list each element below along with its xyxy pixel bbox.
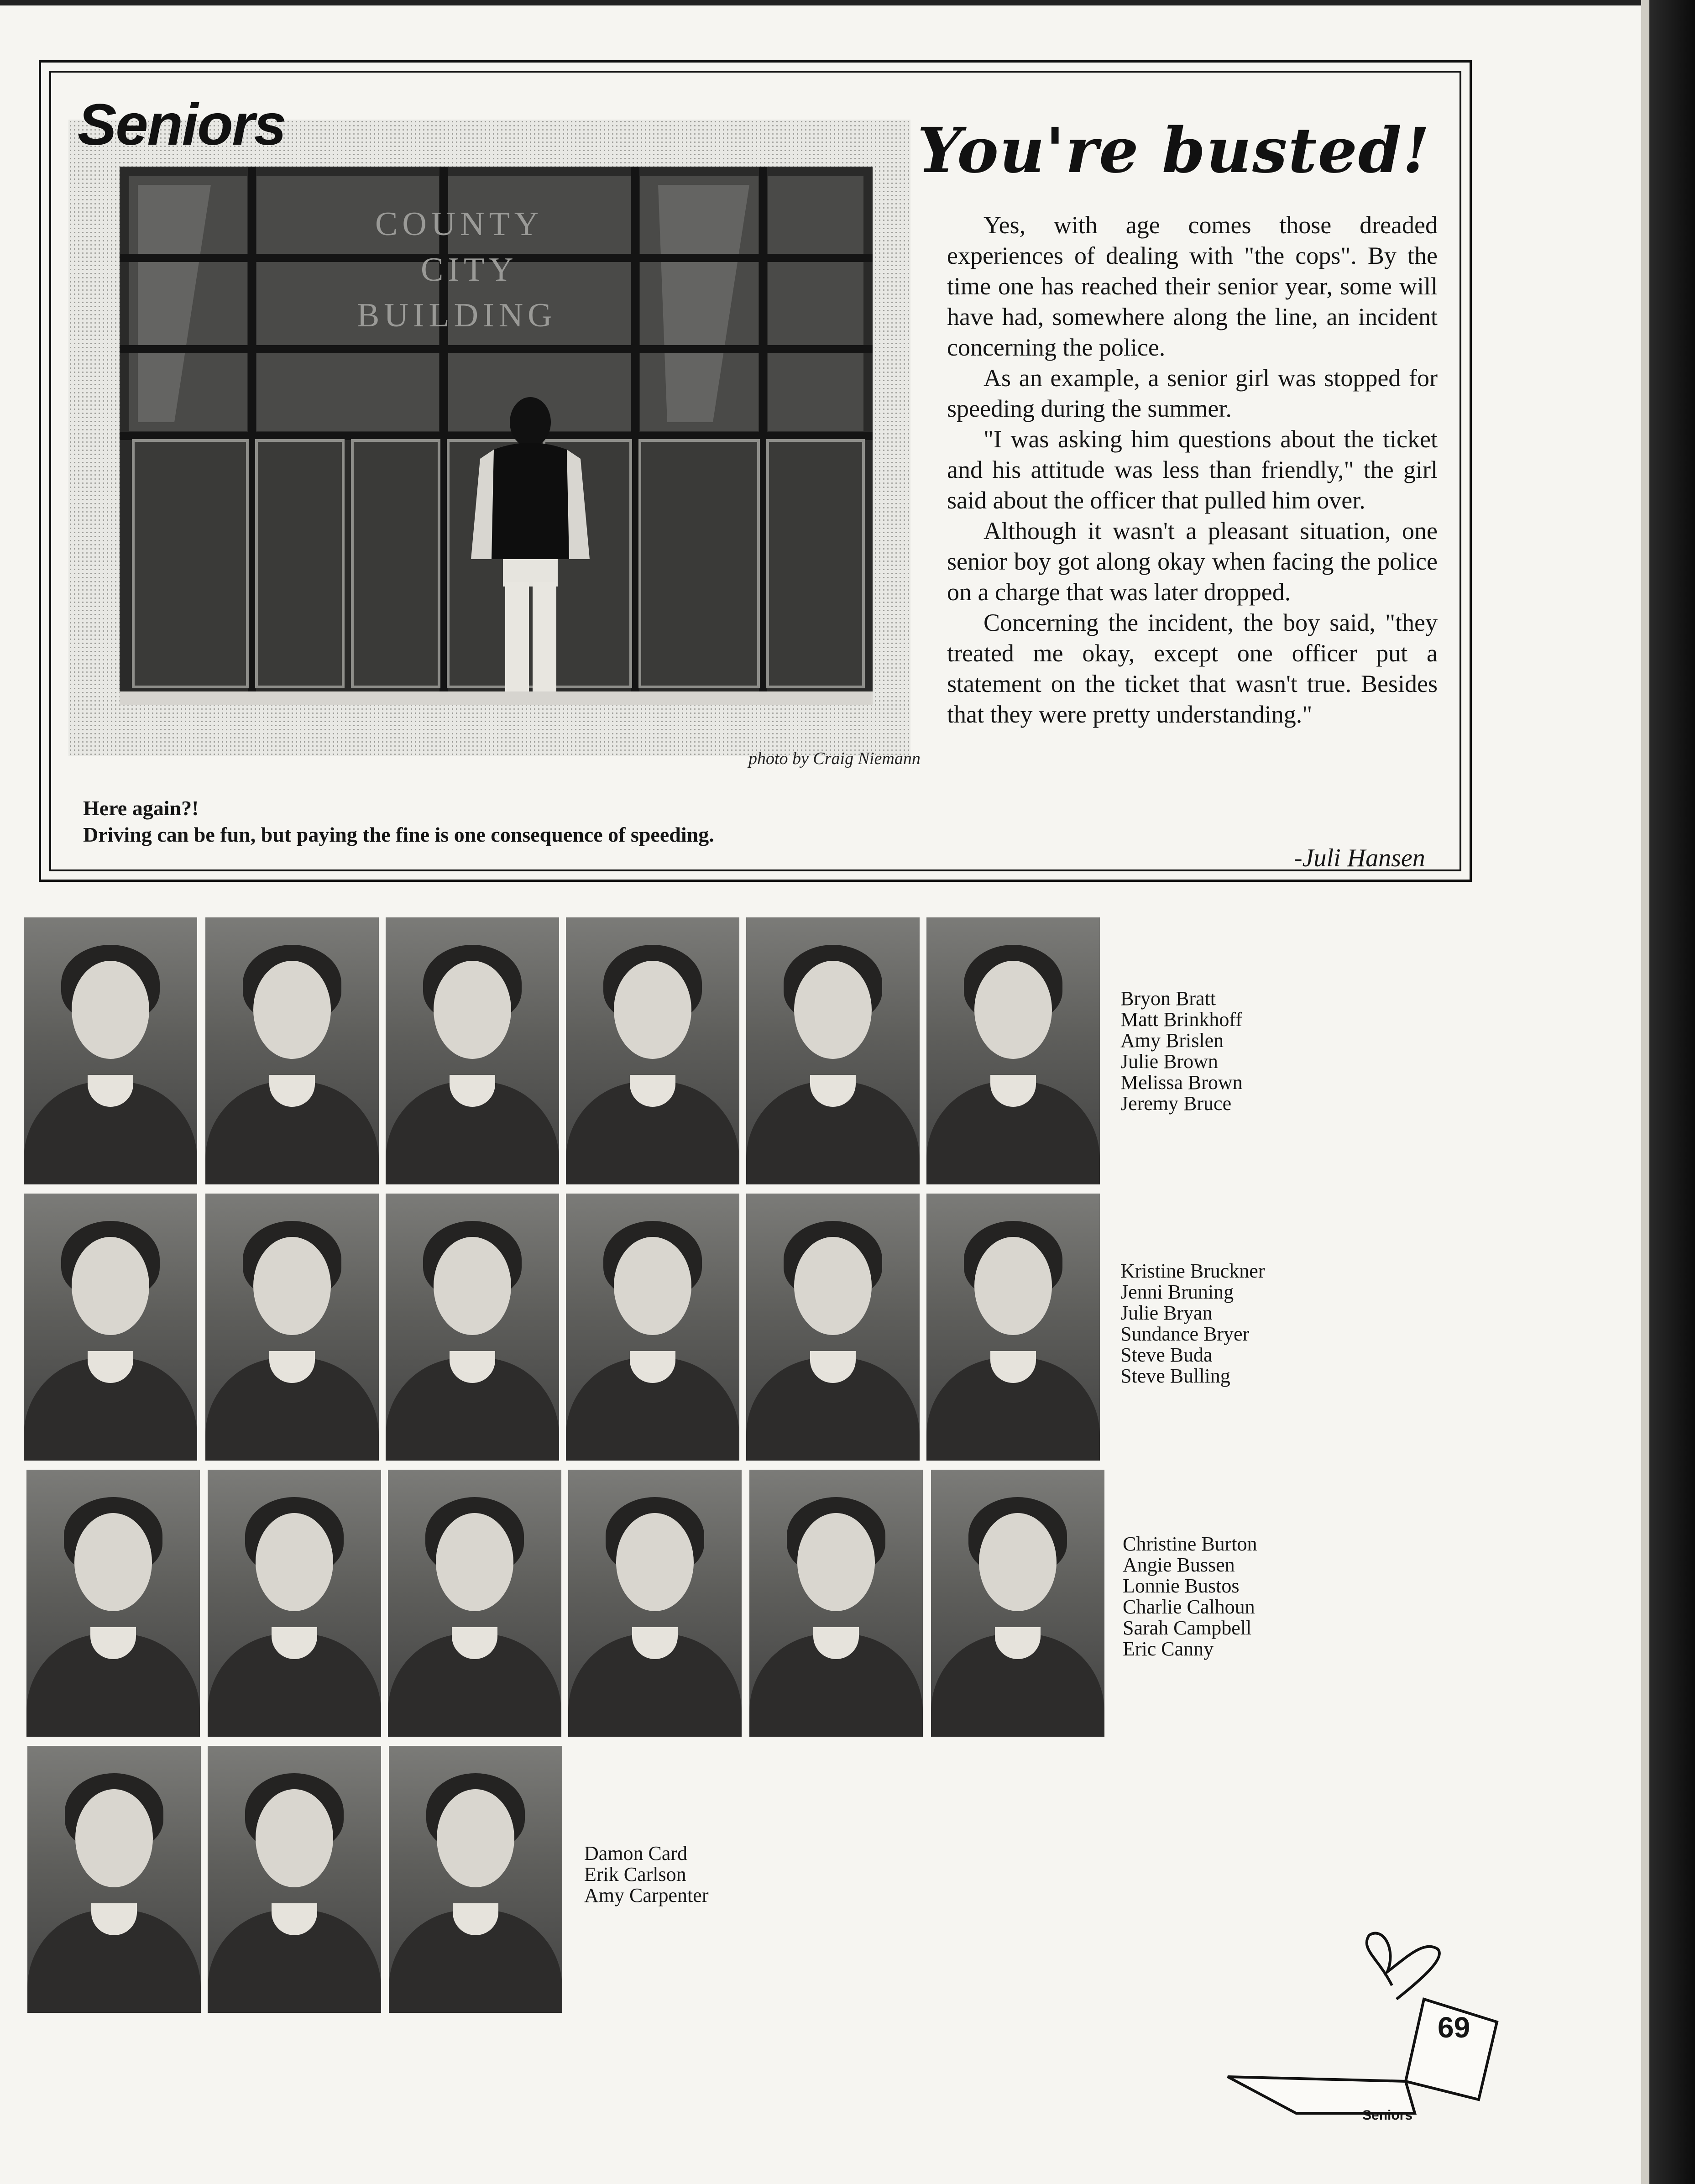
sign-line-1: COUNTY xyxy=(375,205,544,243)
portrait-photo xyxy=(386,917,559,1184)
page-number: 69 xyxy=(1438,2011,1470,2044)
portrait-photo xyxy=(568,1470,742,1737)
caption-headline: Here again?! xyxy=(83,796,199,820)
portrait-photo xyxy=(926,917,1100,1184)
student-name: Steve Buda xyxy=(1120,1344,1213,1366)
student-name: Angie Bussen xyxy=(1123,1554,1235,1576)
article-paragraph: As an example, a senior girl was stopped for speeding during the summer. xyxy=(947,364,1438,422)
portrait-photo xyxy=(26,1470,200,1737)
portrait-photo xyxy=(749,1470,923,1737)
article-headline: You're busted! xyxy=(917,114,1431,187)
student-name: Lonnie Bustos xyxy=(1123,1575,1240,1597)
name-list-row-2 xyxy=(1120,1261,1265,1387)
article-byline: -Juli Hansen xyxy=(1294,844,1425,872)
student-name: Jeremy Bruce xyxy=(1120,1092,1232,1115)
sign-line-2: CITY xyxy=(421,251,518,288)
student-name: Matt Brinkhoff xyxy=(1120,1008,1242,1031)
county-city-building-photo xyxy=(120,167,873,705)
article-paragraph: "I was asking him questions about the ticket and his attitude was less than friendly," the girl said about the officer that pulled him over. xyxy=(947,425,1438,514)
portrait-photo xyxy=(566,1194,739,1461)
student-name: Sarah Campbell xyxy=(1123,1617,1252,1639)
name-list-row-4 xyxy=(584,1843,708,1906)
section-title: Seniors xyxy=(78,92,286,157)
student-name: Kristine Bruckner xyxy=(1120,1260,1265,1282)
portrait-photo xyxy=(926,1194,1100,1461)
portrait-photo xyxy=(746,1194,920,1461)
student-name: Damon Card xyxy=(584,1842,688,1865)
student-name: Amy Carpenter xyxy=(584,1884,709,1906)
portrait-photo xyxy=(566,917,739,1184)
student-name: Erik Carlson xyxy=(584,1863,686,1885)
article-paragraph: Yes, with age comes those dreaded experiences of dealing with "the cops". By the time one has reached their senior year, some will have had, somewhere along the line, an incident concerning the police. xyxy=(947,211,1438,361)
portrait-photo xyxy=(931,1470,1104,1737)
sign-line-3: BUILDING xyxy=(357,297,557,334)
portrait-photo xyxy=(746,917,920,1184)
portrait-photo xyxy=(205,917,379,1184)
photo-credit: photo by Craig Niemann xyxy=(748,749,921,768)
article-paragraph: Concerning the incident, the boy said, "they treated me okay, except one officer put a statement on the ticket that wasn't true. Besides that they were pretty understanding." xyxy=(947,609,1438,728)
student-name: Steve Bulling xyxy=(1120,1365,1230,1387)
article-paragraph: Although it wasn't a pleasant situation, one senior boy got along okay when facing the police on a charge that was later dropped. xyxy=(947,517,1438,606)
student-name: Christine Burton xyxy=(1123,1533,1257,1555)
top-rule xyxy=(0,0,1641,5)
portrait-photo xyxy=(208,1470,381,1737)
portrait-photo xyxy=(386,1194,559,1461)
student-name: Bryon Bratt xyxy=(1120,987,1216,1010)
portrait-photo xyxy=(205,1194,379,1461)
caption-text: Driving can be fun, but paying the fine is one consequence of speeding. xyxy=(83,823,714,846)
student-name: Julie Bryan xyxy=(1120,1302,1213,1324)
portrait-photo xyxy=(27,1746,201,2013)
student-name: Charlie Calhoun xyxy=(1123,1596,1255,1618)
portrait-photo xyxy=(24,1194,197,1461)
book-binding xyxy=(1649,0,1695,2184)
name-list-row-3 xyxy=(1123,1534,1257,1660)
page-edge xyxy=(1641,0,1649,2184)
photo-caption xyxy=(83,795,714,848)
student-name: Eric Canny xyxy=(1123,1638,1214,1660)
student-name: Julie Brown xyxy=(1120,1050,1218,1073)
article-body xyxy=(947,210,1438,730)
portrait-photo xyxy=(24,917,197,1184)
student-name: Jenni Bruning xyxy=(1120,1281,1234,1303)
student-name: Sundance Bryer xyxy=(1120,1323,1250,1345)
portrait-photo xyxy=(388,1470,561,1737)
name-list-row-1 xyxy=(1120,988,1243,1114)
portrait-photo xyxy=(389,1746,562,2013)
footer-section-label: Seniors xyxy=(1362,2108,1413,2123)
student-name: Melissa Brown xyxy=(1120,1071,1243,1094)
building-photo-illustration xyxy=(120,167,873,705)
student-name: Amy Brislen xyxy=(1120,1029,1224,1052)
portrait-photo xyxy=(208,1746,381,2013)
